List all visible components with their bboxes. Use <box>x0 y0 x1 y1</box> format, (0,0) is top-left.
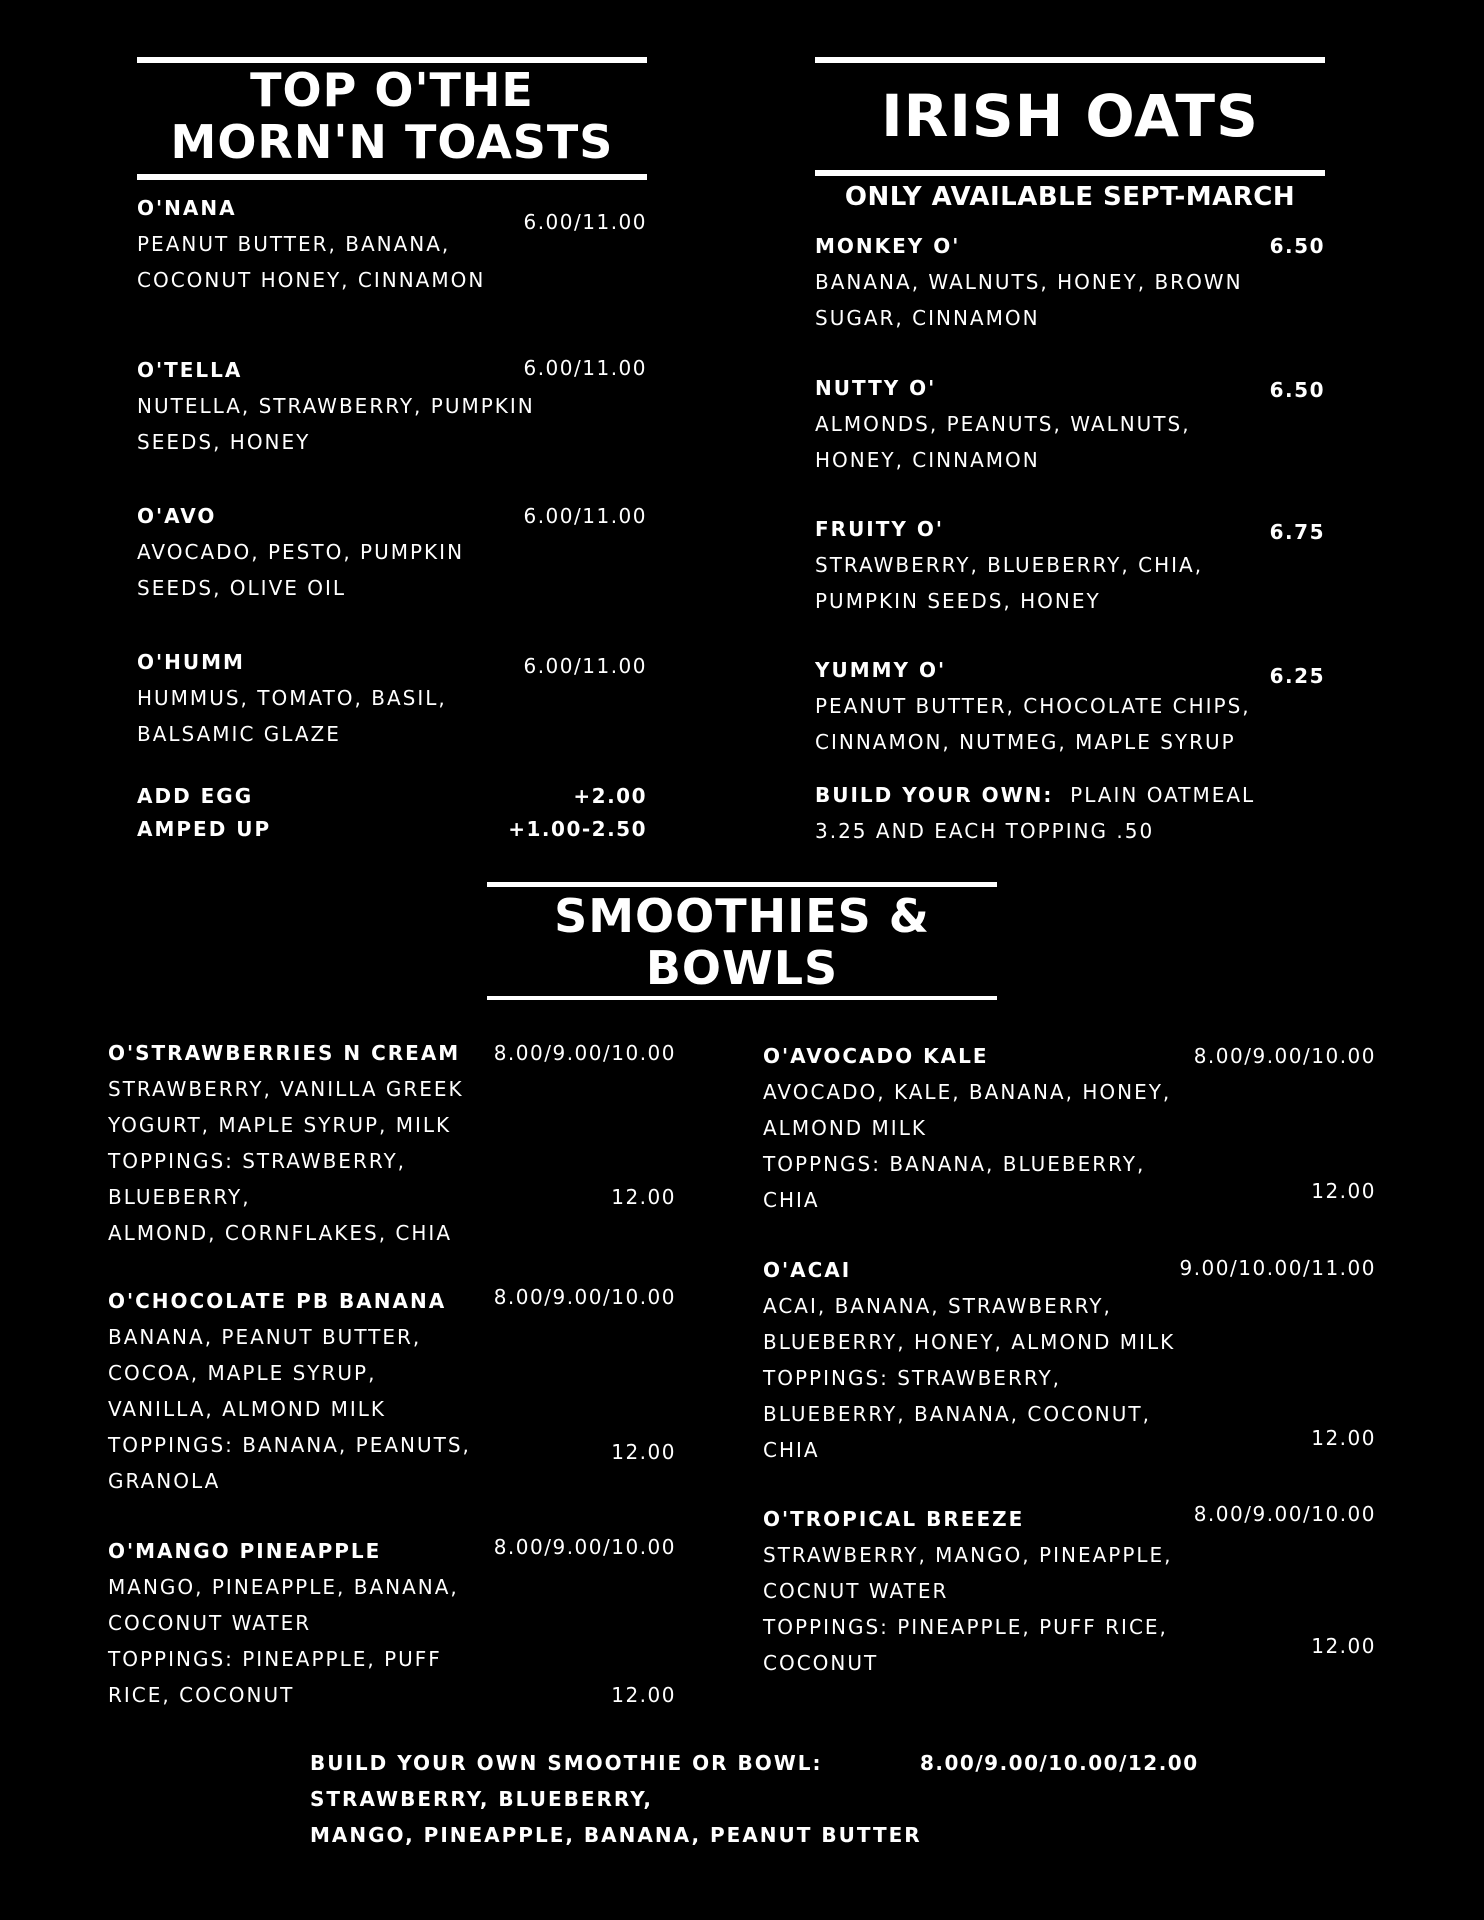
oats-build-line2: 3.25 AND EACH TOPPING .50 <box>815 819 1155 843</box>
oats-item-name: YUMMY O' <box>815 658 947 682</box>
toast-addon-egg <box>137 778 647 814</box>
toast-item-desc-line: BALSAMIC GLAZE <box>137 722 341 746</box>
toast-addon-price: +2.00 <box>573 784 647 808</box>
smoothies-title-line1: SMOOTHIES & <box>554 889 930 943</box>
smoothie-item-desc-line: MANGO, PINEAPPLE, BANANA, <box>108 1575 459 1599</box>
smoothie-item-price: 8.00/9.00/10.00 <box>1193 1044 1376 1068</box>
smoothies-title-bottom-rule <box>487 996 997 1000</box>
smoothie-item-desc-line: ACAI, BANANA, STRAWBERRY, <box>763 1294 1112 1318</box>
smoothie-item-desc-line: CHIA <box>763 1438 820 1462</box>
smoothie-item-chocolate-pb-banana <box>108 1283 676 1499</box>
smoothie-item-strawberries-n-cream <box>108 1035 676 1251</box>
toast-item-price: 6.00/11.00 <box>523 504 647 528</box>
oats-item-desc-line: STRAWBERRY, BLUEBERRY, CHIA, <box>815 553 1204 577</box>
smoothie-item-desc-line: YOGURT, MAPLE SYRUP, MILK <box>108 1113 452 1137</box>
smoothie-build-line3: MANGO, PINEAPPLE, BANANA, PEANUT BUTTER <box>310 1823 922 1847</box>
smoothie-item-mango-pineapple <box>108 1533 676 1713</box>
smoothie-item-desc-line: TOPPINGS: STRAWBERRY, <box>108 1149 407 1173</box>
smoothie-item-desc-line: COCOA, MAPLE SYRUP, <box>108 1361 377 1385</box>
oats-item-desc-line: SUGAR, CINNAMON <box>815 306 1040 330</box>
toasts-title-line1: TOP O'THE <box>250 63 534 117</box>
smoothie-item-name: O'TROPICAL BREEZE <box>763 1507 1025 1531</box>
toast-addon-amped <box>137 811 647 847</box>
oats-item-price: 6.50 <box>1269 378 1325 402</box>
oats-title-bottom-rule <box>815 170 1325 176</box>
smoothie-item-name: O'STRAWBERRIES N CREAM <box>108 1041 461 1065</box>
bowl-price: 12.00 <box>611 1440 676 1464</box>
oats-item-price: 6.75 <box>1269 520 1325 544</box>
bowl-price: 12.00 <box>1311 1426 1376 1450</box>
toast-item-desc-line: AVOCADO, PESTO, PUMPKIN <box>137 540 465 564</box>
toast-item-desc-line: NUTELLA, STRAWBERRY, PUMPKIN <box>137 394 535 418</box>
toast-item-name: O'TELLA <box>137 358 243 382</box>
smoothie-item-desc-line: RICE, COCONUT <box>108 1683 295 1707</box>
smoothie-item-name: O'ACAI <box>763 1258 852 1282</box>
toast-item-onana <box>137 190 647 298</box>
smoothie-build-label: BUILD YOUR OWN SMOOTHIE OR BOWL: <box>310 1751 823 1775</box>
toast-item-oavo <box>137 498 647 606</box>
smoothie-item-desc-line: BLUEBERRY, <box>108 1185 251 1209</box>
oats-item-desc-line: CINNAMON, NUTMEG, MAPLE SYRUP <box>815 730 1236 754</box>
smoothie-item-desc-line: AVOCADO, KALE, BANANA, HONEY, <box>763 1080 1172 1104</box>
smoothie-item-desc-line: ALMOND MILK <box>763 1116 927 1140</box>
smoothie-item-desc-line: TOPPINGS: PINEAPPLE, PUFF <box>108 1647 442 1671</box>
toast-item-price: 6.00/11.00 <box>523 210 647 234</box>
toast-item-otella <box>137 352 647 460</box>
toast-addon-name: ADD EGG <box>137 784 254 808</box>
oats-section-title: IRISH OATS <box>881 82 1259 150</box>
oats-item-name: NUTTY O' <box>815 376 937 400</box>
bowl-price: 12.00 <box>611 1683 676 1707</box>
smoothie-item-price: 8.00/9.00/10.00 <box>493 1535 676 1559</box>
smoothie-item-desc-line: TOPPINGS: STRAWBERRY, <box>763 1366 1062 1390</box>
smoothie-item-name: O'MANGO PINEAPPLE <box>108 1539 382 1563</box>
toast-item-desc-line: SEEDS, HONEY <box>137 430 311 454</box>
smoothie-item-desc-line: TOPPINGS: BANANA, PEANUTS, <box>108 1433 471 1457</box>
smoothie-item-desc-line: VANILLA, ALMOND MILK <box>108 1397 387 1421</box>
oats-item-desc-line: BANANA, WALNUTS, HONEY, BROWN <box>815 270 1243 294</box>
toast-item-price: 6.00/11.00 <box>523 356 647 380</box>
smoothie-item-desc-line: TOPPNGS: BANANA, BLUEBERRY, <box>763 1152 1146 1176</box>
toast-item-desc-line: SEEDS, OLIVE OIL <box>137 576 347 600</box>
smoothie-item-desc-line: COCONUT <box>763 1651 879 1675</box>
toast-item-ohumm <box>137 644 647 752</box>
bowl-price: 12.00 <box>611 1185 676 1209</box>
smoothie-item-desc-line: COCNUT WATER <box>763 1579 949 1603</box>
toast-item-name: O'AVO <box>137 504 217 528</box>
smoothies-title-line2: BOWLS <box>645 941 839 995</box>
smoothie-item-name: O'CHOCOLATE PB BANANA <box>108 1289 447 1313</box>
oats-item-fruity <box>815 511 1325 619</box>
smoothie-item-tropical-breeze <box>763 1501 1376 1681</box>
toasts-title-bottom-rule <box>137 174 647 180</box>
smoothie-item-desc-line: COCONUT WATER <box>108 1611 312 1635</box>
smoothies-section-title <box>487 890 997 994</box>
oats-build-line1-rest: PLAIN OATMEAL <box>1070 783 1256 807</box>
oats-title-top-rule <box>815 57 1325 63</box>
smoothie-item-price: 8.00/9.00/10.00 <box>1193 1502 1376 1526</box>
smoothie-build-line2: STRAWBERRY, BLUEBERRY, <box>310 1787 653 1811</box>
toast-addon-price: +1.00-2.50 <box>508 817 647 841</box>
oats-availability-subtitle: ONLY AVAILABLE SEPT-MARCH <box>844 182 1296 212</box>
toast-addon-name: AMPED UP <box>137 817 272 841</box>
oats-item-desc-line: ALMONDS, PEANUTS, WALNUTS, <box>815 412 1191 436</box>
toasts-title-line2: MORN'N TOASTS <box>170 115 614 169</box>
toast-item-price: 6.00/11.00 <box>523 654 647 678</box>
oats-item-name: MONKEY O' <box>815 234 961 258</box>
oats-item-desc-line: PUMPKIN SEEDS, HONEY <box>815 589 1101 613</box>
smoothie-item-desc-line: BLUEBERRY, HONEY, ALMOND MILK <box>763 1330 1176 1354</box>
oats-item-name: FRUITY O' <box>815 517 944 541</box>
toast-item-name: O'HUMM <box>137 650 245 674</box>
oats-build-your-own <box>815 777 1325 849</box>
smoothie-item-desc-line: STRAWBERRY, VANILLA GREEK <box>108 1077 464 1101</box>
smoothie-item-price: 8.00/9.00/10.00 <box>493 1285 676 1309</box>
smoothie-build-price: 8.00/9.00/10.00/12.00 <box>920 1751 1199 1775</box>
smoothie-item-avocado-kale <box>763 1038 1376 1218</box>
smoothie-item-desc-line: CHIA <box>763 1188 820 1212</box>
toast-item-name: O'NANA <box>137 196 237 220</box>
smoothie-item-desc-line: ALMOND, CORNFLAKES, CHIA <box>108 1221 452 1245</box>
smoothie-item-name: O'AVOCADO KALE <box>763 1044 989 1068</box>
smoothies-title-top-rule <box>487 882 997 887</box>
smoothie-item-price: 8.00/9.00/10.00 <box>493 1041 676 1065</box>
toast-item-desc-line: COCONUT HONEY, CINNAMON <box>137 268 486 292</box>
smoothie-item-desc-line: TOPPINGS: PINEAPPLE, PUFF RICE, <box>763 1615 1168 1639</box>
smoothie-item-desc-line: BLUEBERRY, BANANA, COCONUT, <box>763 1402 1151 1426</box>
toasts-section-title <box>137 64 647 168</box>
oats-item-price: 6.50 <box>1269 234 1325 258</box>
smoothie-item-price: 9.00/10.00/11.00 <box>1179 1256 1376 1280</box>
oats-item-price: 6.25 <box>1269 664 1325 688</box>
smoothie-item-desc-line: GRANOLA <box>108 1469 221 1493</box>
oats-item-monkey <box>815 228 1325 336</box>
oats-item-desc-line: PEANUT BUTTER, CHOCOLATE CHIPS, <box>815 694 1251 718</box>
oats-item-yummy <box>815 652 1325 760</box>
smoothie-build-your-own <box>310 1745 1199 1853</box>
toast-item-desc-line: PEANUT BUTTER, BANANA, <box>137 232 451 256</box>
bowl-price: 12.00 <box>1311 1179 1376 1203</box>
toast-item-desc-line: HUMMUS, TOMATO, BASIL, <box>137 686 447 710</box>
oats-build-label: BUILD YOUR OWN: <box>815 783 1054 807</box>
smoothie-item-desc-line: BANANA, PEANUT BUTTER, <box>108 1325 422 1349</box>
oats-build-line1 <box>815 777 1325 813</box>
oats-item-nutty <box>815 370 1325 478</box>
smoothie-item-acai <box>763 1252 1376 1468</box>
oats-item-desc-line: HONEY, CINNAMON <box>815 448 1040 472</box>
bowl-price: 12.00 <box>1311 1634 1376 1658</box>
smoothie-item-desc-line: STRAWBERRY, MANGO, PINEAPPLE, <box>763 1543 1173 1567</box>
